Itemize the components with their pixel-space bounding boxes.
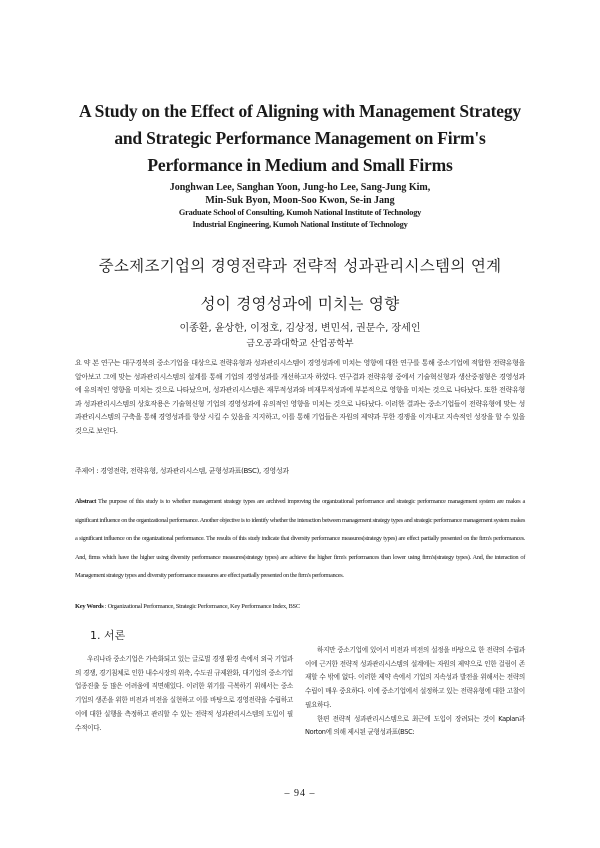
english-affiliation-line-2: Industrial Engineering, Kumoh National Institute of Technology bbox=[192, 219, 408, 229]
english-authors bbox=[60, 181, 540, 207]
english-authors-line-2: Min-Suk Byon, Moon-Soo Kwon, Se-in Jang bbox=[205, 195, 395, 206]
korean-authors: 이종환, 윤상한, 이정호, 김상정, 변민석, 권문수, 장세인 bbox=[179, 323, 421, 334]
korean-affiliation: 금오공과대학교 산업공학부 bbox=[246, 339, 354, 349]
body-paragraph-left: 우리나라 중소기업은 가속화되고 있는 글로벌 경쟁 환경 속에서 외국 기업과의 경쟁, 경기침체로 인한 내수시장의 위축, 수도권 규제완화, 대기업의 중소기업 업종진출 등 많은 어려움에 직면해있다. 이러한 위기를 극복하기 위해서는 중소기업의 생존을 위한 비전과 비전을 실현하고 이를 바탕으로 경영전략을 수립하고 이에 대한 실행을 측정하고 관리할 수 있는 전략적 성과관리시스템의 도입이 필수적이다. bbox=[75, 655, 293, 732]
english-title-line-1: A Study on the Effect of Aligning with Management Strategy bbox=[79, 101, 521, 121]
korean-title bbox=[40, 247, 560, 323]
english-keywords bbox=[75, 601, 525, 613]
page-number: – 94 – bbox=[284, 788, 316, 799]
english-affiliation bbox=[60, 207, 540, 230]
body-paragraph-right-2: 한편 전략적 성과관리시스템으로 최근에 도입이 장려되는 것이 Kaplan과 Norton에 의해 제시된 균형성과표(BSC: bbox=[305, 714, 525, 737]
korean-title-line-1: 중소제조기업의 경영전략과 전략적 성과관리시스템의 연계 bbox=[98, 257, 502, 275]
left-column bbox=[75, 628, 293, 735]
english-authors-line-1: Jonghwan Lee, Sanghan Yoon, Jung-ho Lee, Sang-Jung Kim, bbox=[169, 182, 431, 193]
english-abstract bbox=[75, 493, 525, 586]
right-column bbox=[305, 644, 525, 740]
keywords-label: Key Words bbox=[75, 603, 104, 610]
english-affiliation-line-1: Graduate School of Consulting, Kumoh National Institute of Technology bbox=[178, 208, 422, 217]
korean-title-line-2: 성이 경영성과에 미치는 영향 bbox=[200, 295, 400, 313]
body-paragraph-right-1: 하지만 중소기업에 있어서 비전과 비전의 설정을 바탕으로 한 전략의 수립과 이에 근거한 전략적 성과관리시스템의 설계에는 자원의 제약으로 인한 걸림이 존재할 수 밖에 없다. 이러한 제약 속에서 기업의 지속성과 발전을 위해서는 전략의 수립이 매우 중요하다. 이에 중소기업에서 설정하고 있는 전략유형에 대한 고찰이 필요하다. bbox=[305, 646, 525, 709]
section-heading: 1. 서론 bbox=[90, 629, 126, 642]
korean-keywords: 주제어 : 경영전략, 전략유형, 성과관리시스템, 균형성과표(BSC), 경영성과 bbox=[75, 467, 289, 475]
abstract-label: Abstract bbox=[75, 498, 96, 505]
english-title-line-2: and Strategic Performance Management on Firm's bbox=[114, 128, 486, 148]
korean-abstract: 요 약 본 연구는 대구경북의 중소기업을 대상으로 전략유형과 성과관리시스템이 경영성과에 미치는 영향에 대한 연구를 통해 중소기업에 적합한 전략유형을 알아보고 그에 맞는 성과관리시스템의 설계를 통해 기업의 경영성과를 개선하고자 하였다. 연구결과 전략유형 중에서 기술혁신형과 생산중점형은 경영성과에 유의적인 영향을 미치는 것으로 나타났으며, 성과관리시스템은 재무적성과와 비재무적성과에 부분적으로 영향을 미치는 것으로 나타났다. 또한 전략유형과 성과관리시스템의 상호작용은 기술혁신형 기업의 경영성과에 유의적인 영향을 미치는 것으로 나타났다. 이러한 결과는 중소기업들이 전략유형에 맞는 성과관리시스템의 구축을 통해 경영성과를 향상 시킬 수 있음을 지지하고, 이를 통해 기업들은 자원의 제약과 무한 경쟁을 이겨내고 지속적인 성장을 할 수 있을 것으로 보인다. bbox=[75, 359, 525, 435]
abstract-text: The purpose of this study is to whether management strategy types are archived improving the organizational performance and strategic performance management system are makes a significant influence on the organizational performance. Another objective is to identify whether the interaction between management strategy types and strategic performance management system makes a significant influence on the organizational performance. The results of this study indicate that diversity performance measures(strategy types) are effect partially presented on the firm's performances. And, firms which have the higher using diversity performance measures(strategy types) are achieve the higher firm's performances than lower using firm's(strategy types). And, the interaction of Management strategy types and diversity performance measures are effect partially presented on the firm's performances. bbox=[75, 498, 525, 580]
english-title bbox=[40, 98, 560, 179]
english-title-line-3: Performance in Medium and Small Firms bbox=[147, 155, 453, 175]
keywords-text: : Organizational Performance, Strategic Performance, Key Performance Index, BSC bbox=[103, 603, 300, 610]
